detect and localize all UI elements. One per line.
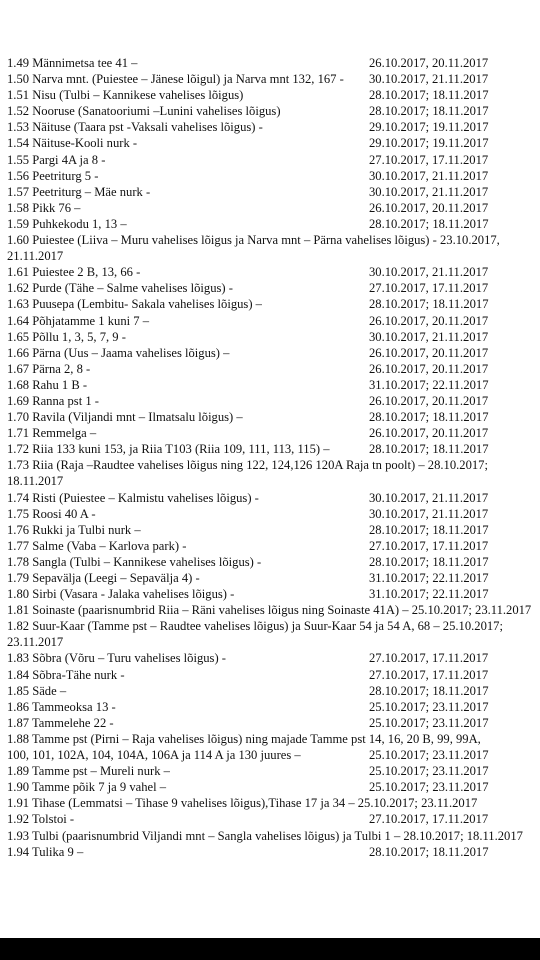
item-label: 1.87 Tammelehe 22 - — [7, 715, 114, 730]
item-dates: 25.10.2017; 23.11.2017 — [369, 780, 489, 795]
item-dates: 31.10.2017; 22.11.2017 — [369, 587, 489, 602]
item-label: 1.90 Tamme põik 7 ja 9 vahel – — [7, 780, 167, 795]
schedule-list — [7, 55, 532, 860]
item-label: 1.76 Rukki ja Tulbi nurk – — [7, 522, 141, 537]
item-label: 1.49 Männimetsa tee 41 – — [7, 56, 138, 70]
item-label: 1.92 Tolstoi - — [7, 812, 75, 827]
item-label: 1.65 Põllu 1, 3, 5, 7, 9 - — [7, 329, 126, 344]
list-item — [7, 441, 532, 457]
item-dates: 27.10.2017, 17.11.2017 — [369, 152, 489, 167]
item-dates: 27.10.2017, 17.11.2017 — [369, 538, 489, 553]
item-label: 1.59 Puhkekodu 1, 13 – — [7, 216, 127, 231]
item-text: 1.81 Soinaste (paarisnumbrid Riia – Räni vahelises lõigus ning Soinaste 41A) – 25.10.2017; 23.11.2017 — [7, 603, 532, 618]
list-item — [7, 200, 532, 216]
item-label: 1.77 Salme (Vaba – Karlova park) - — [7, 538, 187, 553]
item-dates: 28.10.2017; 18.11.2017 — [369, 410, 489, 425]
list-item — [7, 345, 532, 361]
item-dates: 30.10.2017, 21.11.2017 — [369, 184, 489, 199]
list-item — [7, 103, 532, 119]
item-label: 1.78 Sangla (Tulbi – Kannikese vahelises lõigus) - — [7, 554, 262, 569]
item-dates: 27.10.2017, 17.11.2017 — [369, 667, 489, 682]
list-item — [7, 264, 532, 280]
item-label: 1.56 Peetriturg 5 - — [7, 168, 99, 183]
list-item — [7, 715, 532, 731]
item-dates: 25.10.2017; 23.11.2017 — [369, 748, 489, 763]
list-item — [7, 570, 532, 586]
list-item — [7, 280, 532, 296]
item-label: 1.53 Näituse (Taara pst -Vaksali vahelises lõigus) - — [7, 120, 263, 135]
list-item — [7, 55, 532, 71]
item-label: 1.54 Näituse-Kooli nurk - — [7, 136, 138, 151]
item-dates: 28.10.2017; 18.11.2017 — [369, 216, 489, 231]
item-label: 1.58 Pikk 76 – — [7, 200, 81, 215]
list-item — [7, 811, 532, 827]
item-label: 1.84 Sõbra-Tähe nurk - — [7, 667, 125, 682]
item-dates: 28.10.2017; 18.11.2017 — [369, 844, 489, 859]
item-label: 1.61 Puiestee 2 B, 13, 66 - — [7, 265, 141, 280]
item-label: 1.63 Puusepa (Lembitu- Sakala vahelises lõigus) – — [7, 297, 262, 312]
item-text: 1.60 Puiestee (Liiva – Muru vahelises lõigus ja Narva mnt – Pärna vahelises lõigus) - 23.10.2017, 21.11.2017 — [7, 233, 500, 264]
item-dates: 25.10.2017; 23.11.2017 — [369, 715, 489, 730]
item-dates: 26.10.2017, 20.11.2017 — [369, 313, 489, 328]
list-item — [7, 506, 532, 522]
list-item — [7, 313, 532, 329]
item-label: 1.79 Sepavälja (Leegi – Sepavälja 4) - — [7, 571, 200, 585]
list-item — [7, 731, 532, 747]
item-label: 1.74 Risti (Puiestee – Kalmistu vahelises lõigus) - — [7, 490, 259, 505]
item-dates: 30.10.2017, 21.11.2017 — [369, 168, 489, 183]
list-item — [7, 618, 532, 650]
item-label: 1.83 Sõbra (Võru – Turu vahelises lõigus) - — [7, 651, 226, 666]
list-item — [7, 329, 532, 345]
item-dates: 30.10.2017, 21.11.2017 — [369, 329, 489, 344]
list-item — [7, 554, 532, 570]
list-item — [7, 844, 532, 860]
list-item — [7, 71, 532, 87]
item-dates: 25.10.2017; 23.11.2017 — [369, 699, 489, 714]
list-item — [7, 747, 532, 763]
list-item — [7, 795, 532, 811]
list-item — [7, 409, 532, 425]
item-dates: 28.10.2017; 18.11.2017 — [369, 442, 489, 457]
list-item — [7, 763, 532, 779]
list-item — [7, 87, 532, 103]
list-item — [7, 538, 532, 554]
list-item — [7, 152, 532, 168]
item-dates: 30.10.2017, 21.11.2017 — [369, 265, 489, 280]
item-dates: 26.10.2017, 20.11.2017 — [369, 200, 489, 215]
item-dates: 26.10.2017, 20.11.2017 — [369, 426, 489, 441]
list-item — [7, 119, 532, 135]
item-label: 1.91 Tihase (Lemmatsi – Tihase 9 vahelises lõigus),Tihase 17 ja 34 – 25.10.2017; 23.11.2017 — [7, 796, 478, 811]
list-item — [7, 522, 532, 538]
item-dates: 27.10.2017, 17.11.2017 — [369, 812, 489, 827]
item-dates: 26.10.2017, 20.11.2017 — [369, 56, 489, 70]
item-label: 1.86 Tammeoksa 13 - — [7, 699, 116, 714]
item-dates: 27.10.2017, 17.11.2017 — [369, 651, 489, 666]
item-label: 1.57 Peetriturg – Mäe nurk - — [7, 184, 151, 199]
list-item — [7, 667, 532, 683]
item-dates: 29.10.2017; 19.11.2017 — [369, 136, 489, 151]
item-label: 1.70 Ravila (Viljandi mnt – Ilmatsalu lõigus) – — [7, 410, 243, 425]
item-label: 1.52 Nooruse (Sanatooriumi –Lunini vahelises lõigus) — [7, 104, 281, 119]
item-label: 1.55 Pargi 4A ja 8 - — [7, 152, 106, 167]
item-dates: 29.10.2017; 19.11.2017 — [369, 120, 489, 135]
list-item — [7, 184, 532, 200]
item-label: 1.68 Rahu 1 B - — [7, 377, 88, 392]
item-dates: 26.10.2017, 20.11.2017 — [369, 345, 489, 360]
list-item — [7, 377, 532, 393]
list-item — [7, 232, 532, 264]
item-dates: 31.10.2017; 22.11.2017 — [369, 377, 489, 392]
item-label: 1.67 Pärna 2, 8 - — [7, 361, 91, 376]
item-label: 1.75 Roosi 40 A - — [7, 506, 96, 521]
list-item — [7, 425, 532, 441]
item-text: 1.93 Tulbi (paarisnumbrid Viljandi mnt – Sangla vahelises lõigus) ja Tulbi 1 – 28.10.2017; 18.11.2017 — [7, 828, 523, 843]
item-dates: 28.10.2017; 18.11.2017 — [369, 683, 489, 698]
list-item — [7, 683, 532, 699]
list-item — [7, 586, 532, 602]
list-item — [7, 216, 532, 232]
item-label: 1.89 Tamme pst – Mureli nurk – — [7, 764, 170, 779]
item-label: 1.71 Remmelga – — [7, 426, 97, 441]
item-label: 1.72 Riia 133 kuni 153, ja Riia T103 (Riia 109, 111, 113, 115) – — [7, 442, 330, 457]
item-dates: 27.10.2017, 17.11.2017 — [369, 281, 489, 296]
item-dates: 28.10.2017; 18.11.2017 — [369, 297, 489, 312]
list-item — [7, 135, 532, 151]
item-label: 1.51 Nisu (Tulbi – Kannikese vahelises lõigus) — [7, 88, 244, 103]
list-item — [7, 828, 532, 844]
item-dates: 30.10.2017, 21.11.2017 — [369, 72, 489, 87]
item-label: 1.80 Sirbi (Vasara - Jalaka vahelises lõigus) - — [7, 587, 235, 602]
list-item — [7, 457, 532, 489]
item-dates: 25.10.2017; 23.11.2017 — [369, 764, 489, 779]
item-label: 1.50 Narva mnt. (Puiestee – Jänese lõigul) ja Narva mnt 132, 167 - — [7, 72, 344, 87]
item-label: 100, 101, 102A, 104, 104A, 106A ja 114 A ja 130 juures – — [7, 748, 301, 763]
item-dates: 30.10.2017, 21.11.2017 — [369, 506, 489, 521]
list-item — [7, 296, 532, 312]
list-item — [7, 602, 532, 618]
item-dates: 28.10.2017; 18.11.2017 — [369, 522, 489, 537]
item-label: 1.62 Purde (Tähe – Salme vahelises lõigus) - — [7, 281, 233, 296]
list-item — [7, 650, 532, 666]
list-item — [7, 699, 532, 715]
item-label: 1.66 Pärna (Uus – Jaama vahelises lõigus) – — [7, 345, 230, 360]
item-dates: 26.10.2017, 20.11.2017 — [369, 361, 489, 376]
item-dates: 28.10.2017; 18.11.2017 — [369, 554, 489, 569]
item-dates: 31.10.2017; 22.11.2017 — [369, 571, 489, 585]
list-item — [7, 361, 532, 377]
item-dates: 30.10.2017, 21.11.2017 — [369, 490, 489, 505]
item-dates: 28.10.2017; 18.11.2017 — [369, 104, 489, 119]
list-item — [7, 779, 532, 795]
item-text: 1.82 Suur-Kaar (Tamme pst – Raudtee vahelises lõigus) ja Suur-Kaar 54 ja 54 A, 68 – 25.10.2017; 23.11.2017 — [7, 619, 503, 650]
item-label: 1.69 Ranna pst 1 - — [7, 393, 99, 408]
item-dates: 26.10.2017, 20.11.2017 — [369, 393, 489, 408]
item-label: 1.88 Tamme pst (Pirni – Raja vahelises lõigus) ning majade Tamme pst 14, 16, 20 B, 99, 99A, — [7, 731, 481, 746]
list-item — [7, 490, 532, 506]
list-item — [7, 168, 532, 184]
item-text: 1.73 Riia (Raja –Raudtee vahelises lõigus ning 122, 124,126 120A Raja tn poolt) – 28.10.2017; 18.11.2017 — [7, 458, 488, 489]
list-item — [7, 393, 532, 409]
item-label: 1.64 Põhjatamme 1 kuni 7 – — [7, 313, 150, 328]
item-dates: 28.10.2017; 18.11.2017 — [369, 88, 489, 103]
item-label: 1.85 Säde – — [7, 683, 67, 698]
bottom-black-bar — [0, 938, 540, 960]
item-label: 1.94 Tulika 9 – — [7, 844, 84, 859]
